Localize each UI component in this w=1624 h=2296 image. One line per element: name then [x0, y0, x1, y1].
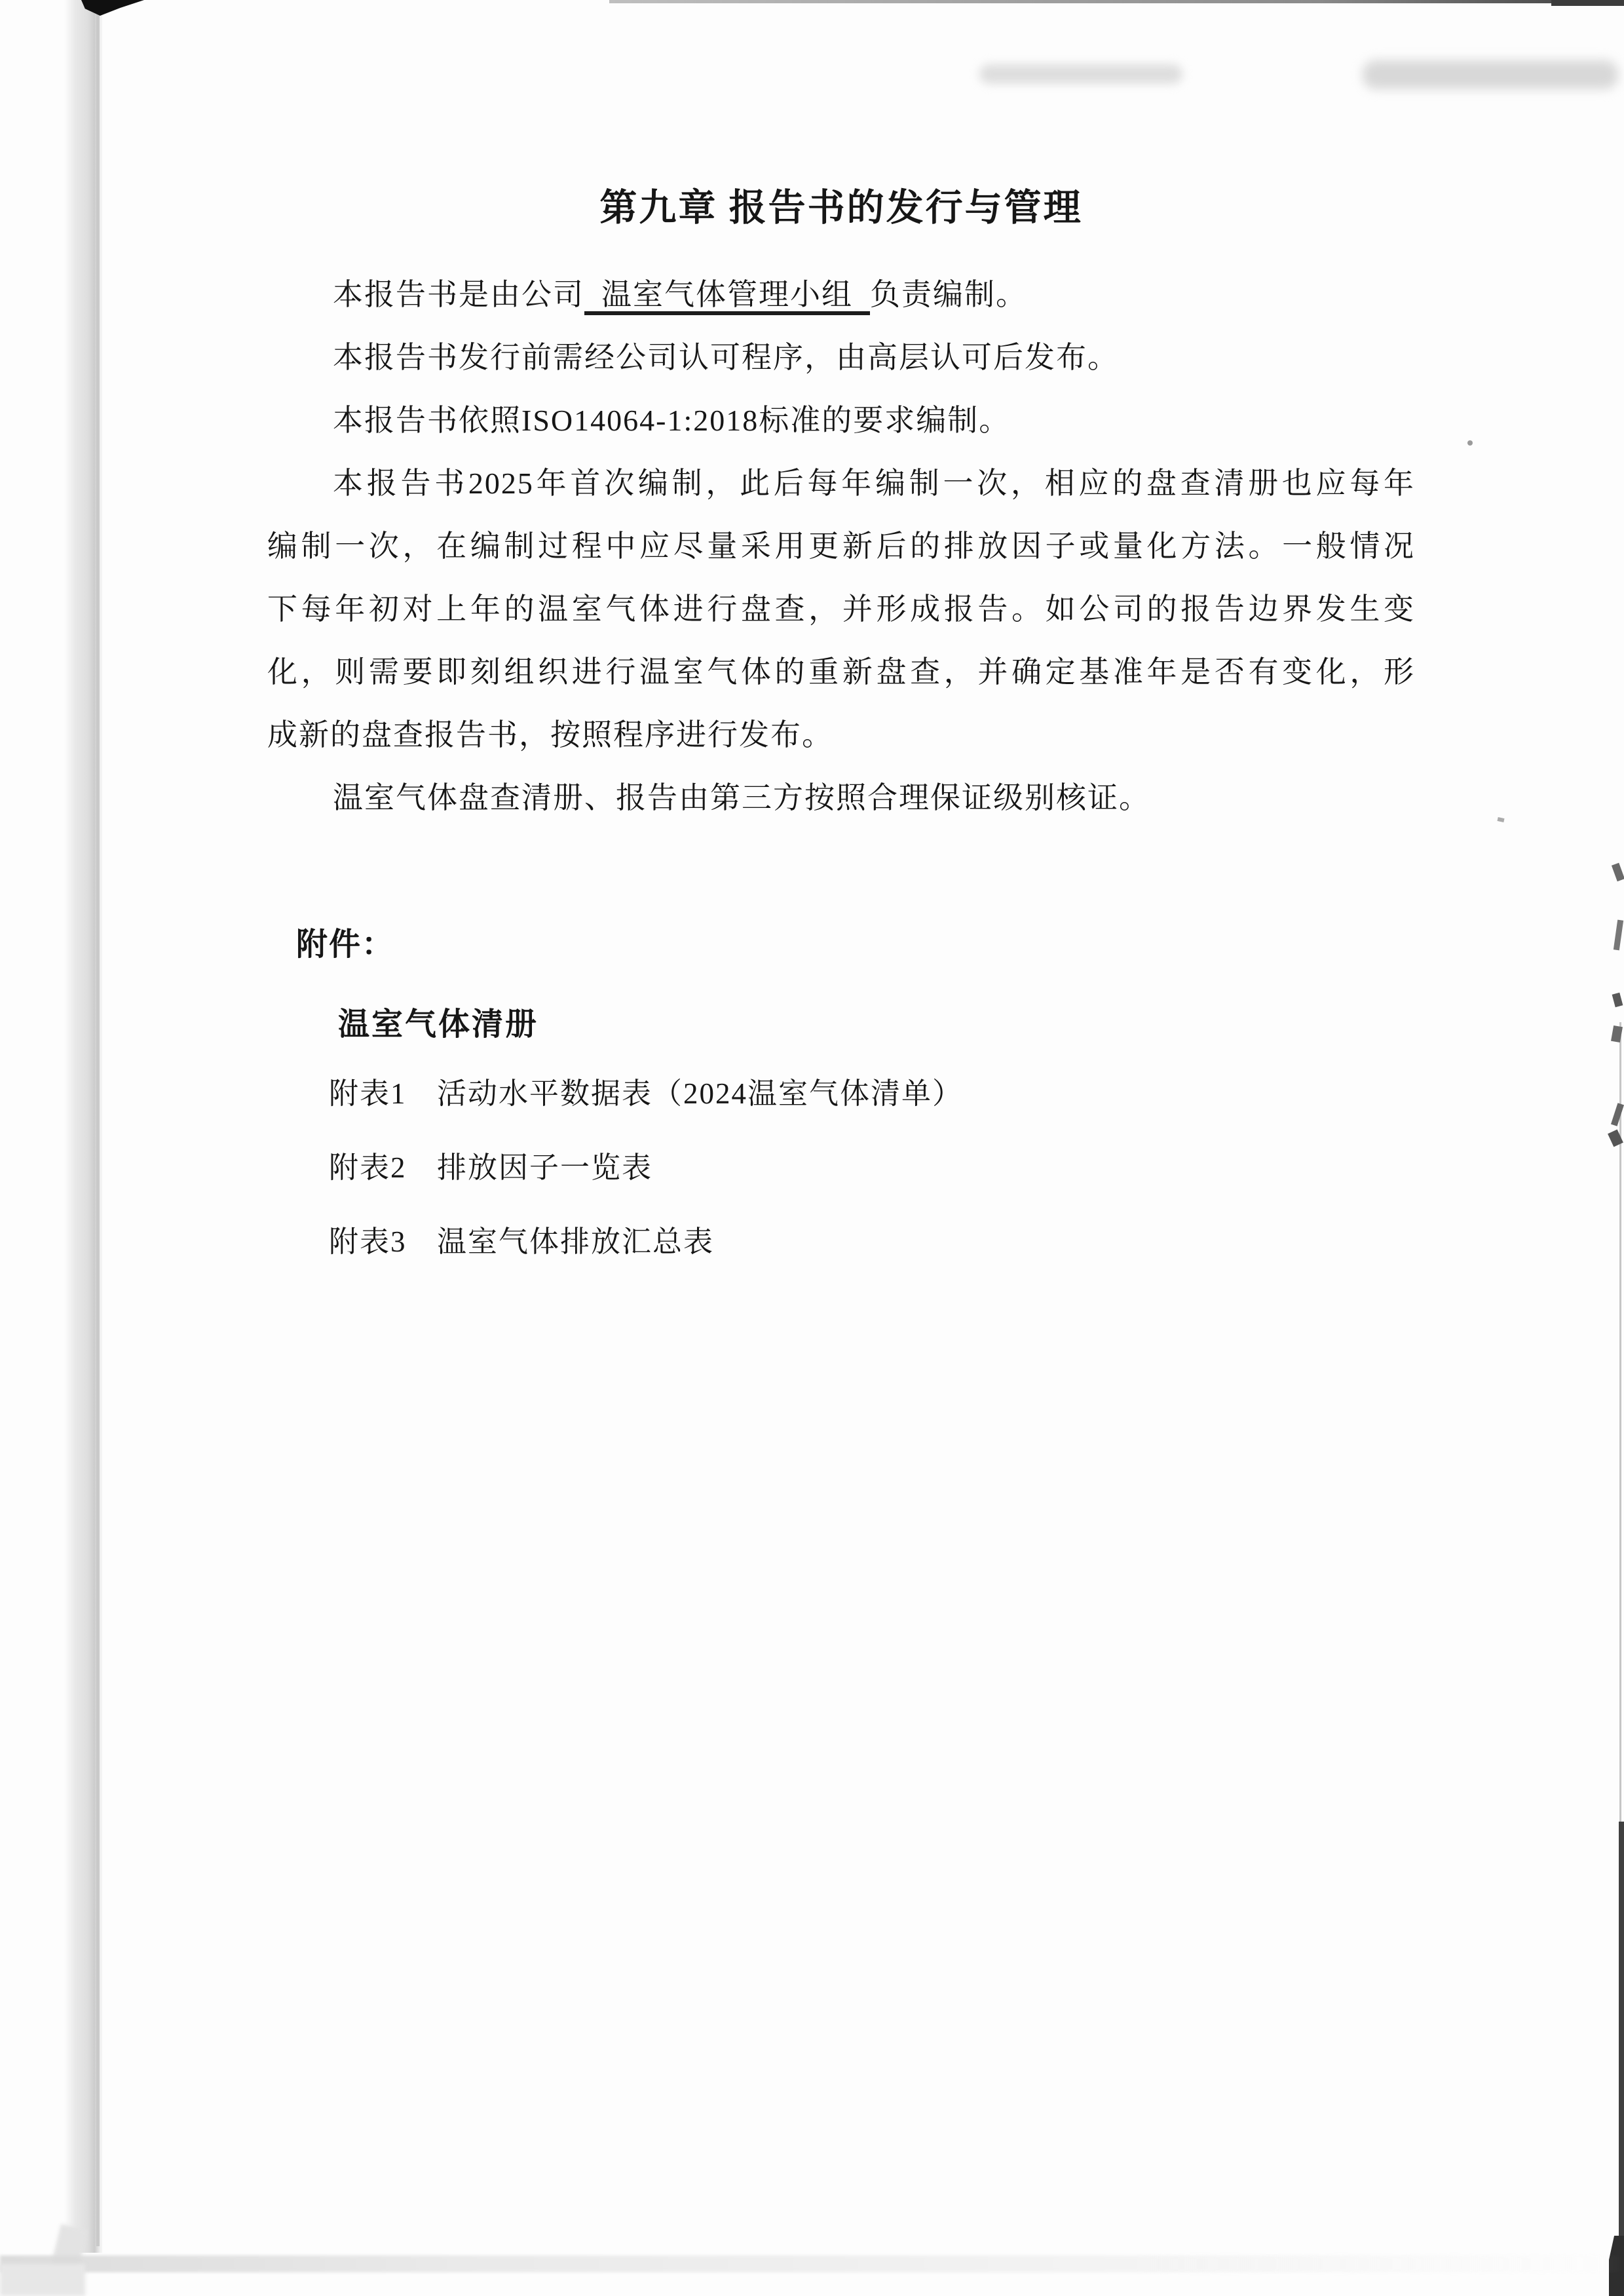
- paragraph-4-line-3: 下每年初对上年的温室气体进行盘查，并形成报告。如公司的报告边界发生变: [267, 592, 1415, 626]
- scan-smudge: [979, 64, 1182, 84]
- attachments-subheading: 温室气体清册: [338, 1007, 539, 1042]
- paragraph-4-line-4: 化，则需要即刻组织进行温室气体的重新盘查，并确定基准年是否有变化，形: [267, 655, 1415, 689]
- paragraph-2: 本报告书发行前需经公司认可程序，由高层认可后发布。: [333, 341, 1119, 374]
- scan-top-right-edge: [1551, 0, 1624, 6]
- document-content: [267, 182, 1415, 1299]
- paragraph-4-line-2: 编制一次，在编制过程中应尽量采用更新后的排放因子或量化方法。一般情况: [267, 529, 1415, 563]
- attachment-item-1: [267, 1077, 1415, 1110]
- paragraph-5: 温室气体盘查清册、报告由第三方按照合理保证级别核证。: [333, 781, 1150, 814]
- scan-smudge: [1363, 60, 1618, 89]
- scan-right-edge-bar: [1619, 1822, 1624, 2296]
- scan-speck: [1467, 440, 1473, 446]
- scan-binding-line: [96, 0, 100, 2246]
- attachment-3-label: 附表3: [329, 1225, 407, 1258]
- scan-bottom-shadow: [0, 2255, 1624, 2272]
- paragraph-1-pre: 本报告书是由公司: [333, 278, 584, 311]
- scan-edge-mark: [1614, 920, 1623, 951]
- paragraph-4-line-1: 本报告书2025年首次编制，此后每年编制一次，相应的盘查清册也应每年: [333, 467, 1415, 500]
- scan-bottom-left-shadow: [0, 2264, 85, 2296]
- attachment-3-name: 温室气体排放汇总表: [437, 1225, 715, 1258]
- paragraph-3: 本报告书依照ISO14064-1:2018标准的要求编制。: [333, 404, 1011, 437]
- attachment-2-label: 附表2: [329, 1151, 407, 1184]
- paragraph-4-line-5: 成新的盘查报告书，按照程序进行发布。: [267, 718, 833, 752]
- paragraph-1-post: 负责编制。: [870, 278, 1027, 311]
- attachments-list: [267, 1077, 1415, 1258]
- attachments-heading: 附件：: [296, 927, 395, 962]
- scan-edge-mark: [1612, 863, 1624, 882]
- attachment-item-2: [267, 1151, 1415, 1184]
- scan-top-edge-line: [609, 0, 1624, 3]
- attachment-1-name: 活动水平数据表（2024温室气体清单）: [437, 1077, 964, 1110]
- paragraph-1: [267, 263, 1415, 326]
- paragraph-1-underlined-blank: 温室气体管理小组: [584, 278, 870, 315]
- attachment-item-3: [267, 1225, 1415, 1258]
- scan-edge-mark: [1611, 1103, 1624, 1126]
- scan-edge-mark: [1612, 993, 1623, 1007]
- scan-speck: [1497, 817, 1504, 822]
- chapter-title: 第九章 报告书的发行与管理: [599, 187, 1083, 229]
- attachment-2-name: 排放因子一览表: [437, 1151, 653, 1184]
- attachment-1-label: 附表1: [329, 1077, 407, 1110]
